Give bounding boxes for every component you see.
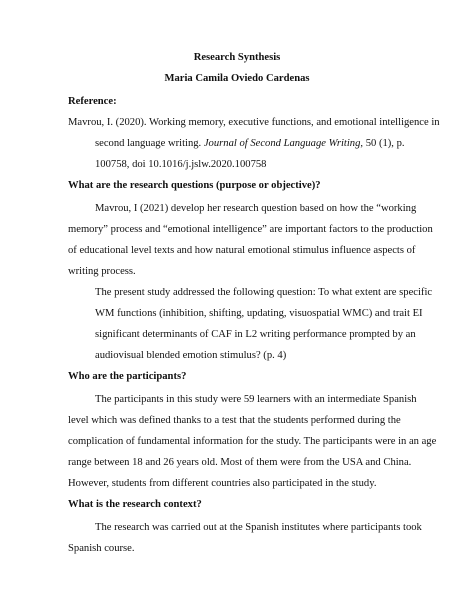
journal-name: Journal of Second Language Writing xyxy=(203,138,361,149)
q1-para1-line-1: Mavrou, I (2021) develop her research question based on how the “working xyxy=(95,203,417,214)
q1-para2-line-3: significant determinants of CAF in L2 writing performance prompted by an xyxy=(95,329,416,340)
reference-suffix: , 50 (1), p. xyxy=(360,138,405,149)
reference-prefix: second language writing. xyxy=(95,138,204,149)
author-name: Maria Camila Oviedo Cardenas xyxy=(164,73,310,84)
q2-para-line-1: The participants in this study were 59 learners with an intermediate Spanish xyxy=(95,394,417,405)
q2-para-line-5: However, students from different countries also participated in the study. xyxy=(68,478,377,489)
q1-para1-line-2: memory” process and “emotional intelligence” are important factors to the production xyxy=(68,224,433,235)
context-heading: What is the research context? xyxy=(68,499,202,510)
q2-para-line-3: complication of fundamental information for the study. The participants were in an age xyxy=(68,436,437,447)
reference-line-1: Mavrou, I. (2020). Working memory, executive functions, and emotional intelligence in xyxy=(68,117,440,128)
q1-para2-line-2: WM functions (inhibition, shifting, updating, visuospatial WMC) and trait EI xyxy=(95,308,423,319)
document-title: Research Synthesis xyxy=(193,52,281,63)
research-questions-heading: What are the research questions (purpose or objective)? xyxy=(68,180,321,191)
participants-heading: Who are the participants? xyxy=(68,371,187,382)
q3-para-line-1: The research was carried out at the Spanish institutes where participants took xyxy=(95,522,422,533)
reference-heading: Reference: xyxy=(68,96,117,107)
q1-para1-line-3: of educational level texts and how natural emotional stimulus influence aspects of xyxy=(68,245,416,256)
reference-line-2 xyxy=(95,138,405,149)
q2-para-line-2: level which was defined thanks to a test that the students performed during the xyxy=(68,415,401,426)
q1-para2-line-4: audiovisual blended emotion stimulus? (p. 4) xyxy=(95,350,287,361)
q2-para-line-4: range between 18 and 26 years old. Most of them were from the USA and China. xyxy=(68,457,412,468)
q1-para1-line-4: writing process. xyxy=(68,266,136,277)
q3-para-line-2: Spanish course. xyxy=(68,543,135,554)
q1-para2-line-1: The present study addressed the following question: To what extent are specific xyxy=(95,287,433,298)
reference-line-3: 100758, doi 10.1016/j.jslw.2020.100758 xyxy=(95,159,267,170)
